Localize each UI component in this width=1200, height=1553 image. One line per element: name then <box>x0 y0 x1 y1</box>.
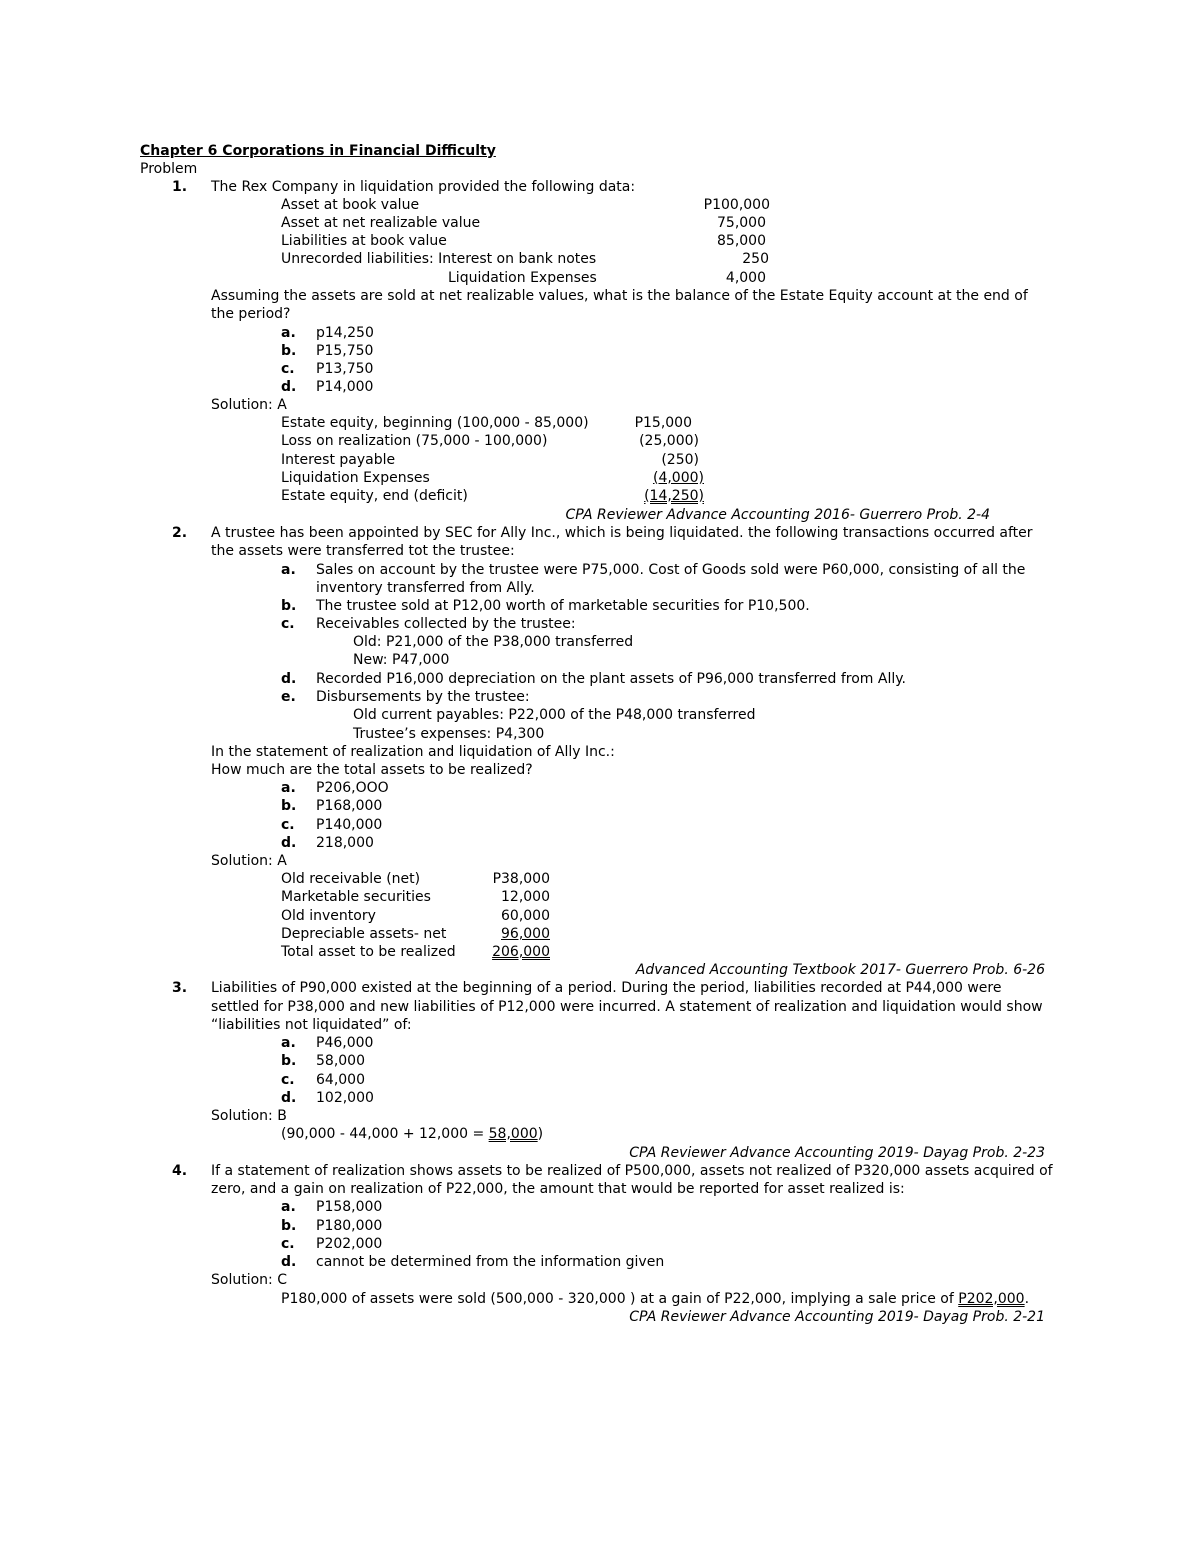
question-text: the period? <box>211 306 291 322</box>
choice-letter: c. <box>281 817 295 833</box>
choice-text: P180,000 <box>316 1218 383 1234</box>
formula-text: (90,000 - 44,000 + 12,000 = <box>281 1126 489 1142</box>
solution-value: (25,000) <box>639 433 699 449</box>
data-value: 75,000 <box>717 215 766 231</box>
choice-letter: b. <box>281 798 297 814</box>
choice-letter: d. <box>281 835 297 851</box>
choice-text: P168,000 <box>316 798 383 814</box>
choice-letter: b. <box>281 343 297 359</box>
choice-text: 64,000 <box>316 1072 365 1088</box>
item-subtext: New: P47,000 <box>353 652 450 668</box>
section-label: Problem <box>140 161 198 177</box>
choice-text: P14,000 <box>316 379 374 395</box>
solution-label-text: Old receivable (net) <box>281 871 421 887</box>
solution-label: Solution: B <box>211 1108 287 1124</box>
solution-explanation <box>281 1290 1029 1308</box>
question-text: If a statement of realization shows assets to be realized of P500,000, assets not realized of P320,000 assets acquired of <box>211 1163 1053 1179</box>
item-letter: a. <box>281 562 296 578</box>
choice-text: P13,750 <box>316 361 374 377</box>
question-text: settled for P38,000 and new liabilities of P12,000 were incurred. A statement of realization and liquidation would show <box>211 999 1043 1015</box>
choice-text: 102,000 <box>316 1090 374 1106</box>
solution-label: Solution: A <box>211 397 287 413</box>
choice-letter: d. <box>281 1254 297 1270</box>
question-text: “liabilities not liquidated” of: <box>211 1017 412 1033</box>
choice-text: cannot be determined from the information given <box>316 1254 665 1270</box>
solution-value: P38,000 <box>492 871 550 887</box>
choice-letter: c. <box>281 361 295 377</box>
solution-label-text: Total asset to be realized <box>281 944 456 960</box>
data-label: Asset at net realizable value <box>281 215 481 231</box>
item-letter: d. <box>281 671 297 687</box>
solution-value: (4,000) <box>652 470 704 486</box>
item-text: Receivables collected by the trustee: <box>316 616 576 632</box>
choice-letter: d. <box>281 379 297 395</box>
solution-value: 96,000 <box>501 926 550 942</box>
source-citation: Advanced Accounting Textbook 2017- Guerrero Prob. 6-26 <box>635 962 1045 978</box>
formula-close: ) <box>537 1126 544 1142</box>
choice-letter: b. <box>281 1218 297 1234</box>
source-citation: CPA Reviewer Advance Accounting 2016- Guerrero Prob. 2-4 <box>565 507 990 523</box>
source-citation: CPA Reviewer Advance Accounting 2019- Dayag Prob. 2-23 <box>629 1145 1045 1161</box>
data-value: 85,000 <box>717 233 766 249</box>
explanation-text: P180,000 of assets were sold (500,000 - 320,000 ) at a gain of P22,000, implying a sale price of <box>281 1291 959 1307</box>
item-text: Disbursements by the trustee: <box>316 689 530 705</box>
page-title: Chapter 6 Corporations in Financial Difficulty <box>140 143 496 159</box>
item-subtext: Old: P21,000 of the P38,000 transferred <box>353 634 634 650</box>
data-label: Liquidation Expenses <box>448 270 597 286</box>
data-value: 4,000 <box>725 270 766 286</box>
choice-letter: c. <box>281 1072 295 1088</box>
question-number: 4. <box>172 1163 188 1179</box>
question-text: Liabilities of P90,000 existed at the beginning of a period. During the period, liabilities recorded at P44,000 were <box>211 980 1002 996</box>
item-text: inventory transferred from Ally. <box>316 580 535 596</box>
question-text: How much are the total assets to be realized? <box>211 762 533 778</box>
choice-text: 218,000 <box>316 835 374 851</box>
choice-letter: a. <box>281 1035 296 1051</box>
solution-value: (250) <box>661 452 699 468</box>
item-letter: c. <box>281 616 295 632</box>
question-text: In the statement of realization and liquidation of Ally Inc.: <box>211 744 615 760</box>
solution-label-text: Liquidation Expenses <box>281 470 430 486</box>
solution-label-text: Estate equity, end (deficit) <box>281 488 468 504</box>
explanation-end: . <box>1024 1291 1030 1307</box>
choice-letter: a. <box>281 780 296 796</box>
solution-value: (14,250) <box>644 488 704 504</box>
explanation-answer: P202,000 <box>958 1291 1025 1307</box>
choice-letter: a. <box>281 1199 296 1215</box>
data-label: Unrecorded liabilities: Interest on bank notes <box>281 251 597 267</box>
choice-text: P158,000 <box>316 1199 383 1215</box>
item-subtext: Old current payables: P22,000 of the P48,000 transferred <box>353 707 756 723</box>
item-text: The trustee sold at P12,00 worth of marketable securities for P10,500. <box>316 598 810 614</box>
data-label: Asset at book value <box>281 197 420 213</box>
choice-letter: b. <box>281 1053 297 1069</box>
choice-text: p14,250 <box>316 325 374 341</box>
solution-label-text: Estate equity, beginning (100,000 - 85,000) <box>281 415 589 431</box>
solution-label-text: Depreciable assets- net <box>281 926 447 942</box>
choice-text: 58,000 <box>316 1053 365 1069</box>
question-text: zero, and a gain on realization of P22,000, the amount that would be reported for asset realized is: <box>211 1181 905 1197</box>
item-text: Recorded P16,000 depreciation on the plant assets of P96,000 transferred from Ally. <box>316 671 906 687</box>
solution-label: Solution: C <box>211 1272 287 1288</box>
solution-value: 12,000 <box>501 889 550 905</box>
choice-text: P202,000 <box>316 1236 383 1252</box>
question-number: 2. <box>172 525 188 541</box>
question-number: 1. <box>172 179 188 195</box>
question-text: Assuming the assets are sold at net realizable values, what is the balance of the Estate Equity account at the end of <box>211 288 1028 304</box>
solution-label: Solution: A <box>211 853 287 869</box>
question-text: the assets were transferred tot the trustee: <box>211 543 515 559</box>
item-text: Sales on account by the trustee were P75,000. Cost of Goods sold were P60,000, consisting of all the <box>316 562 1026 578</box>
data-value: 250 <box>742 251 769 267</box>
question-text: A trustee has been appointed by SEC for Ally Inc., which is being liquidated. the following transactions occurred after <box>211 525 1033 541</box>
solution-label-text: Old inventory <box>281 908 376 924</box>
solution-label-text: Marketable securities <box>281 889 431 905</box>
choice-letter: d. <box>281 1090 297 1106</box>
choice-letter: c. <box>281 1236 295 1252</box>
solution-label-text: Interest payable <box>281 452 396 468</box>
solution-value: 60,000 <box>501 908 550 924</box>
choice-letter: a. <box>281 325 296 341</box>
solution-value: P15,000 <box>634 415 692 431</box>
item-letter: b. <box>281 598 297 614</box>
item-subtext: Trustee’s expenses: P4,300 <box>353 726 545 742</box>
solution-formula <box>281 1125 543 1143</box>
question-text: The Rex Company in liquidation provided the following data: <box>211 179 636 195</box>
choice-text: P15,750 <box>316 343 374 359</box>
choice-text: P206,OOO <box>316 780 389 796</box>
data-label: Liabilities at book value <box>281 233 447 249</box>
formula-answer: 58,000 <box>488 1126 538 1142</box>
source-citation: CPA Reviewer Advance Accounting 2019- Dayag Prob. 2-21 <box>629 1309 1045 1325</box>
choice-text: P140,000 <box>316 817 383 833</box>
question-number: 3. <box>172 980 188 996</box>
solution-label-text: Loss on realization (75,000 - 100,000) <box>281 433 548 449</box>
item-letter: e. <box>281 689 296 705</box>
solution-value: 206,000 <box>492 944 550 960</box>
data-value: P100,000 <box>703 197 770 213</box>
choice-text: P46,000 <box>316 1035 374 1051</box>
